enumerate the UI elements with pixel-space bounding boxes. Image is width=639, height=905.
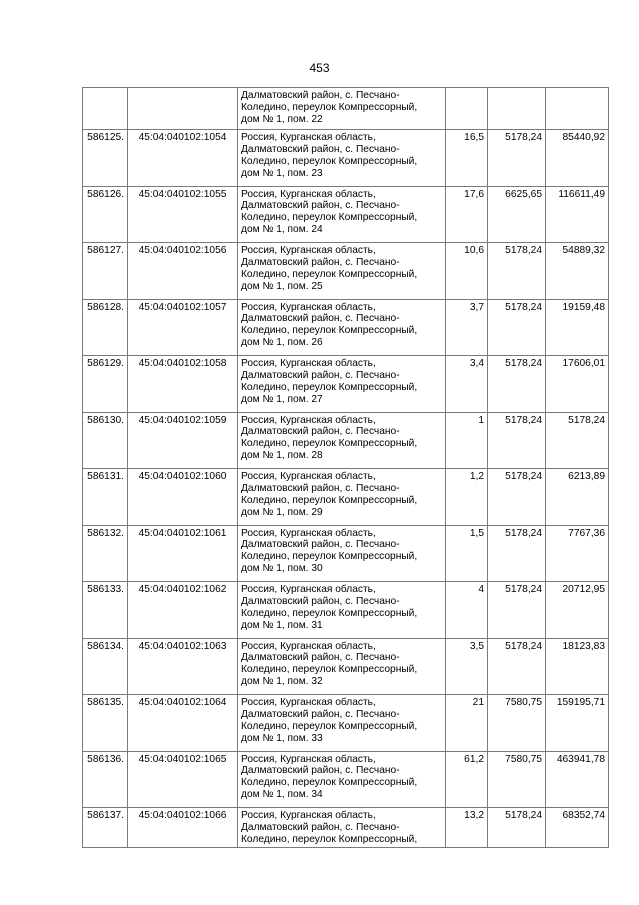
rate-cell: 5178,24 <box>488 469 546 526</box>
table-row <box>83 751 609 808</box>
rate-cell: 5178,24 <box>488 525 546 582</box>
address-line: Колединo, переулок Компрессорный, <box>241 777 418 789</box>
address-line: Колединo, переулок Компрессорный, <box>241 494 418 506</box>
address-cell <box>238 299 446 356</box>
cadastral-value-cell: 54889,32 <box>546 243 609 300</box>
rate-cell: 5178,24 <box>488 243 546 300</box>
address-cell <box>238 638 446 695</box>
table-row <box>83 469 609 526</box>
cadastral-number-cell: 45:04:040102:1057 <box>128 299 238 356</box>
cadastral-number-cell: 45:04:040102:1061 <box>128 525 238 582</box>
table-row <box>83 186 609 243</box>
address-line: Россия, Курганская область, <box>241 301 376 313</box>
cadastral-value-cell: 18123,83 <box>546 638 609 695</box>
address-line: Далматовский район, с. Песчано- <box>241 426 400 438</box>
address-cell <box>238 88 446 130</box>
address-cell <box>238 582 446 639</box>
cadastral-number-cell: 45:04:040102:1056 <box>128 243 238 300</box>
address-line: Колединo, переулок Компрессорный, <box>241 325 418 337</box>
address-line: Россия, Курганская область, <box>241 640 376 652</box>
address-line: Россия, Курганская область, <box>241 471 376 482</box>
address-line: дом № 1, пом. 28 <box>241 450 323 462</box>
rate-cell: 7580,75 <box>488 695 546 752</box>
area-cell: 4 <box>446 582 488 639</box>
address-line: Россия, Курганская область, <box>241 810 376 821</box>
address-line: дом № 1, пом. 34 <box>241 789 323 801</box>
area-cell <box>446 88 488 130</box>
address-line: Россия, Курганская область, <box>241 527 376 539</box>
address-line: дом № 1, пом. 23 <box>241 167 323 179</box>
cadastral-value-cell: 20712,95 <box>546 582 609 639</box>
address-line: дом № 1, пом. 29 <box>241 506 323 518</box>
cadastral-value-cell: 159195,71 <box>546 695 609 752</box>
address-line: Колединo, переулок Компрессорный, <box>241 212 418 224</box>
record-number-cell: 586128. <box>83 299 128 356</box>
address-cell <box>238 469 446 526</box>
cadastral-number-cell: 45:04:040102:1058 <box>128 356 238 413</box>
address-line: Колединo, переулок Компрессорный, <box>241 551 418 563</box>
area-cell: 17,6 <box>446 186 488 243</box>
cadastral-value-cell: 19159,48 <box>546 299 609 356</box>
address-line: дом № 1, пом. 32 <box>241 676 323 688</box>
cadastral-number-cell: 45:04:040102:1060 <box>128 469 238 526</box>
cadastral-number-cell: 45:04:040102:1059 <box>128 412 238 469</box>
rate-cell <box>488 88 546 130</box>
address-line: дом № 1, пом. 31 <box>241 619 323 631</box>
table-row <box>83 88 609 130</box>
address-line: Далматовский район, с. Песчано- <box>241 765 400 777</box>
address-line: Далматовский район, с. Песчано- <box>241 313 400 325</box>
table-row <box>83 582 609 639</box>
rate-cell: 5178,24 <box>488 638 546 695</box>
table-row <box>83 356 609 413</box>
table-row <box>83 243 609 300</box>
table-row <box>83 299 609 356</box>
table-row <box>83 525 609 582</box>
table-row <box>83 808 609 848</box>
address-line: Далматовский район, с. Песчано- <box>241 369 400 381</box>
area-cell: 61,2 <box>446 751 488 808</box>
cadastral-value-cell: 116611,49 <box>546 186 609 243</box>
cadastral-number-cell: 45:04:040102:1054 <box>128 130 238 187</box>
record-number-cell: 586129. <box>83 356 128 413</box>
address-line: Россия, Курганская область, <box>241 584 376 595</box>
record-number-cell: 586130. <box>83 412 128 469</box>
rate-cell: 5178,24 <box>488 299 546 356</box>
record-number-cell: 586136. <box>83 751 128 808</box>
record-number-cell: 586133. <box>83 582 128 639</box>
cadastral-value-cell: 7767,36 <box>546 525 609 582</box>
address-line: дом № 1, пом. 30 <box>241 563 323 575</box>
address-line: Далматовский район, с. Песчано- <box>241 90 400 101</box>
address-line: дом № 1, пом. 25 <box>241 280 323 292</box>
address-line: Россия, Курганская область, <box>241 132 376 143</box>
cadastral-value-cell: 68352,74 <box>546 808 609 848</box>
address-line: Далматовский район, с. Песчано- <box>241 595 400 607</box>
address-line: Россия, Курганская область, <box>241 414 376 426</box>
cadastral-number-cell: 45:04:040102:1063 <box>128 638 238 695</box>
address-line: Далматовский район, с. Песчано- <box>241 143 400 155</box>
address-line: Далматовский район, с. Песчано- <box>241 482 400 494</box>
address-line: Колединo, переулок Компрессорный, <box>241 664 418 676</box>
record-number-cell: 586132. <box>83 525 128 582</box>
page-number: 453 <box>309 61 330 75</box>
cadastral-number-cell: 45:04:040102:1055 <box>128 186 238 243</box>
rate-cell: 6625,65 <box>488 186 546 243</box>
address-line: Далматовский район, с. Песчано- <box>241 539 400 551</box>
address-line: Далматовский район, с. Песчано- <box>241 708 400 720</box>
record-number-cell: 586125. <box>83 130 128 187</box>
table-body <box>83 88 609 848</box>
address-line: Россия, Курганская область, <box>241 753 376 765</box>
record-number-cell: 586135. <box>83 695 128 752</box>
address-line: Колединo, переулок Компрессорный, <box>241 607 418 619</box>
cadastral-value-cell: 17606,01 <box>546 356 609 413</box>
cadastral-number-cell: 45:04:040102:1065 <box>128 751 238 808</box>
address-line: Колединo, переулок Компрессорный, <box>241 101 418 113</box>
table-row <box>83 695 609 752</box>
record-number-cell: 586126. <box>83 186 128 243</box>
address-line: Россия, Курганская область, <box>241 245 376 256</box>
address-cell <box>238 751 446 808</box>
cadastral-number-cell: 45:04:040102:1066 <box>128 808 238 848</box>
rate-cell: 5178,24 <box>488 412 546 469</box>
area-cell: 1,5 <box>446 525 488 582</box>
address-line: Колединo, переулок Компрессорный, <box>241 268 418 280</box>
address-line: Россия, Курганская область, <box>241 358 376 369</box>
address-cell <box>238 243 446 300</box>
address-cell <box>238 525 446 582</box>
record-number-cell: 586131. <box>83 469 128 526</box>
address-line: дом № 1, пом. 27 <box>241 393 323 405</box>
record-number-cell: 586137. <box>83 808 128 848</box>
address-line: Колединo, переулок Компрессорный, <box>241 438 418 450</box>
area-cell: 21 <box>446 695 488 752</box>
address-cell <box>238 695 446 752</box>
address-line: Далматовский район, с. Песчано- <box>241 200 400 212</box>
area-cell: 16,5 <box>446 130 488 187</box>
address-line: Колединo, переулок Компрессорный, <box>241 720 418 732</box>
area-cell: 1,2 <box>446 469 488 526</box>
area-cell: 3,7 <box>446 299 488 356</box>
record-number-cell <box>83 88 128 130</box>
area-cell: 13,2 <box>446 808 488 848</box>
address-cell <box>238 186 446 243</box>
rate-cell: 7580,75 <box>488 751 546 808</box>
address-line: Колединo, переулок Компрессорный, <box>241 381 418 393</box>
address-line: Россия, Курганская область, <box>241 697 376 708</box>
address-line: дом № 1, пом. 33 <box>241 732 323 744</box>
table-row <box>83 412 609 469</box>
address-cell <box>238 412 446 469</box>
area-cell: 3,4 <box>446 356 488 413</box>
property-registry-table <box>82 87 609 848</box>
address-line: Колединo, переулок Компрессорный, <box>241 155 418 167</box>
address-cell <box>238 356 446 413</box>
rate-cell: 5178,24 <box>488 130 546 187</box>
address-cell <box>238 130 446 187</box>
record-number-cell: 586127. <box>83 243 128 300</box>
cadastral-value-cell: 463941,78 <box>546 751 609 808</box>
address-line: Далматовский район, с. Песчано- <box>241 821 400 833</box>
address-line: Колединo, переулок Компрессорный, <box>241 833 418 845</box>
cadastral-value-cell <box>546 88 609 130</box>
rate-cell: 5178,24 <box>488 582 546 639</box>
table-row <box>83 130 609 187</box>
record-number-cell: 586134. <box>83 638 128 695</box>
address-line: Россия, Курганская область, <box>241 188 376 200</box>
address-line: дом № 1, пом. 24 <box>241 224 323 236</box>
area-cell: 1 <box>446 412 488 469</box>
cadastral-value-cell: 6213,89 <box>546 469 609 526</box>
address-line: Далматовский район, с. Песчано- <box>241 652 400 664</box>
address-line: дом № 1, пом. 26 <box>241 337 323 349</box>
rate-cell: 5178,24 <box>488 356 546 413</box>
cadastral-number-cell <box>128 88 238 130</box>
area-cell: 10,6 <box>446 243 488 300</box>
cadastral-value-cell: 5178,24 <box>546 412 609 469</box>
address-line: Далматовский район, с. Песчано- <box>241 256 400 268</box>
area-cell: 3,5 <box>446 638 488 695</box>
cadastral-value-cell: 85440,92 <box>546 130 609 187</box>
address-cell <box>238 808 446 848</box>
table-row <box>83 638 609 695</box>
rate-cell: 5178,24 <box>488 808 546 848</box>
address-line: дом № 1, пом. 22 <box>241 113 323 125</box>
cadastral-number-cell: 45:04:040102:1064 <box>128 695 238 752</box>
cadastral-number-cell: 45:04:040102:1062 <box>128 582 238 639</box>
